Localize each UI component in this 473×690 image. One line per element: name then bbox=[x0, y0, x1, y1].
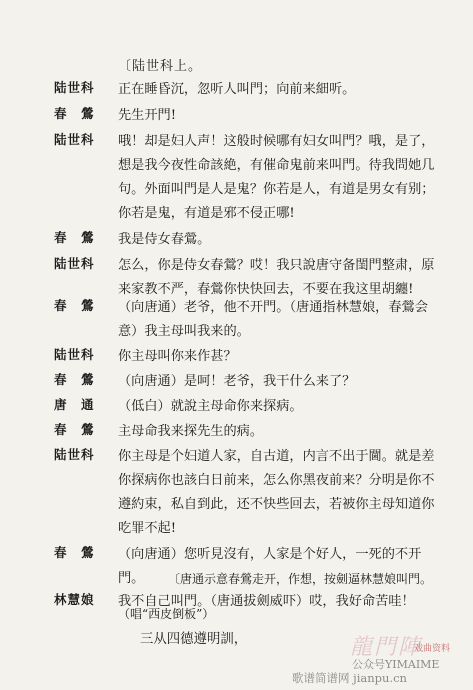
singing-direction: （唱“西皮倒板”） bbox=[118, 607, 215, 621]
speech-text: 正在睡昏沉，忽听人叫門；向前来細听。 bbox=[118, 82, 356, 97]
speaker-name: 春 鶯 bbox=[54, 230, 95, 245]
speaker-name: 林慧娘 bbox=[54, 592, 95, 607]
speech-text: （向唐通）您听見沒有，人家是个好人，一死的不开門。 bbox=[118, 547, 422, 586]
speech-text: 我是侍女春鶯。 bbox=[118, 232, 211, 247]
speaker-name: 陆世科 bbox=[54, 80, 95, 95]
speech-text: （向唐通）老爷，他不开門。（唐通指林慧娘，春鶯会意）我主母叫我来的。 bbox=[118, 300, 428, 339]
speech-text: （低白）就說主母命你来探病。 bbox=[118, 399, 303, 414]
watermark-caption: 歌谱简谱网 jianpu.cn bbox=[292, 671, 407, 685]
lyric-line: 三从四德遵明訓， bbox=[140, 632, 248, 647]
stage-direction-entrance: 〔陆世科上。 bbox=[118, 59, 203, 74]
speaker-name: 春 鶯 bbox=[54, 372, 95, 387]
speech-text: 我不自己叫門。（唐通拔劍威吓）哎，我好命苦哇！ bbox=[118, 594, 415, 609]
speaker-name: 陆世科 bbox=[54, 447, 95, 462]
watermark-logo: 龍門陣 bbox=[350, 635, 423, 660]
speech-text: 主母命我来探先生的病。 bbox=[118, 424, 264, 439]
speaker-name: 陆世科 bbox=[54, 132, 95, 147]
speaker-name: 春 鶯 bbox=[54, 106, 95, 121]
speaker-name: 陆世科 bbox=[54, 347, 95, 362]
watermark-tag: 戏曲资料 bbox=[414, 644, 451, 654]
speech-text: 你主母是个妇道人家，自古道，内言不出于閫。就是差你探病你也該白日前来，怎么你黑夜前来？分明是你不遵約束，私自到此，还不快些回去，若被你主母知道你吃罪不起! bbox=[118, 449, 435, 536]
speaker-name: 春 鶯 bbox=[54, 545, 95, 560]
speech-text: 怎么，你是侍女春鶯？哎！我只說唐守备閨門整肃，原来家教不严，春鶯你快快回去，不要在我这里胡纏! bbox=[118, 258, 435, 297]
speech-text: 你主母叫你来作甚？ bbox=[118, 349, 237, 364]
stage-direction-action: 〔唐通示意春鶯走开，作想，按劍逼林慧娘叫門。 bbox=[168, 572, 433, 586]
speaker-name: 春 鶯 bbox=[54, 422, 95, 437]
speech-text: 先生开門! bbox=[118, 108, 177, 123]
speech-text: 哦！却是妇人声！这般时候哪有妇女叫門？哦，是了，想是我今夜性命該絶，有催命鬼前来叫門。待我問她几句。外面叫門是人是鬼？你若是人，有道是男女有别；你若是鬼，有道是邪不侵正哪! bbox=[118, 134, 435, 221]
speech-text: （向唐通）是呵！老爷，我干什么来了？ bbox=[118, 374, 356, 389]
speaker-name: 陆世科 bbox=[54, 256, 95, 271]
watermark-account: 公众号YIMAIME bbox=[352, 658, 440, 671]
speaker-name: 春 鶯 bbox=[54, 298, 95, 313]
speaker-name: 唐 通 bbox=[54, 397, 95, 412]
